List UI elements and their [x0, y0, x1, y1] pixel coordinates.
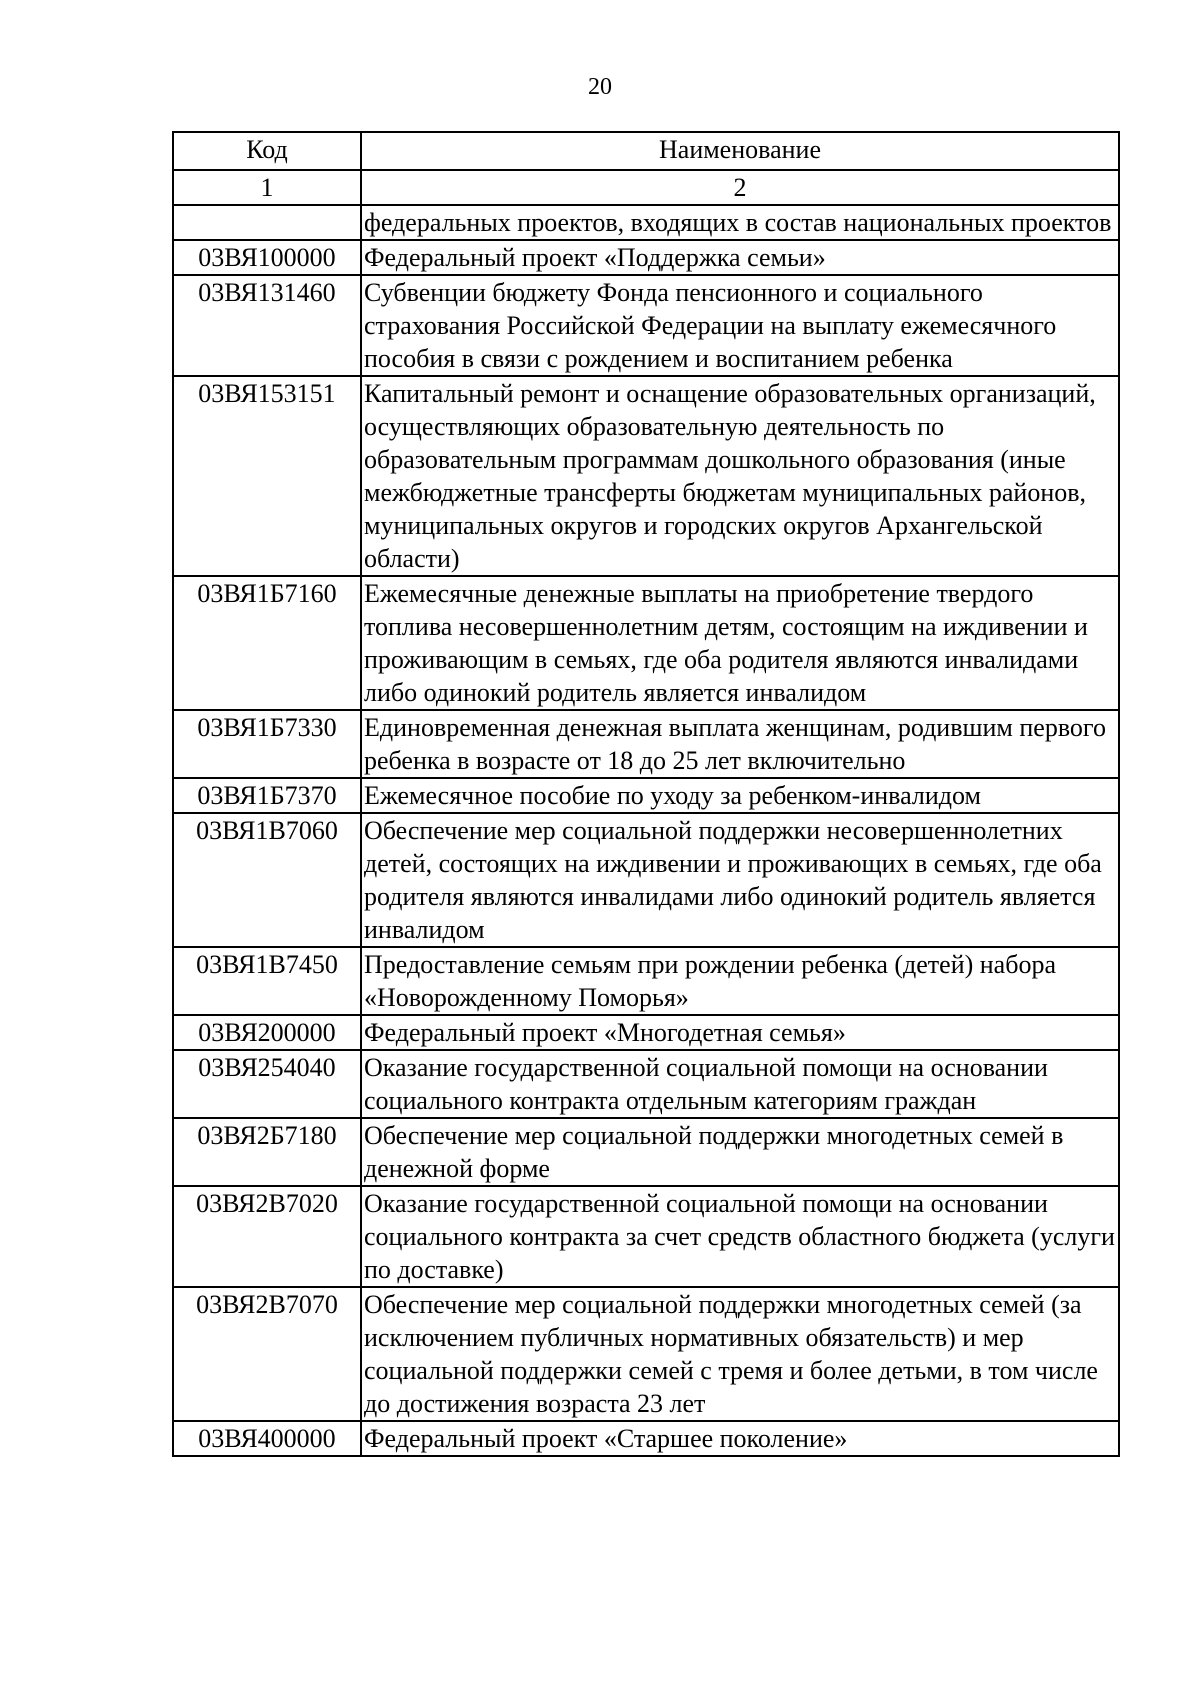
row-code: 03ВЯ131460 — [173, 275, 361, 376]
column-header-name: Наименование — [361, 132, 1119, 170]
row-name: Капитальный ремонт и оснащение образовательных организаций, осуществляющих образовательную деятельность по образовательным программам дошкольного образования (иные межбюджетные трансферты бюджетам муниципальных районов, муниципальных округов и городских округов Архангельской области) — [361, 376, 1119, 576]
row-code: 03ВЯ1В7450 — [173, 947, 361, 1015]
table-header-row — [173, 132, 1119, 170]
budget-codes-table — [172, 131, 1120, 1457]
row-code — [173, 205, 361, 240]
table-row — [173, 947, 1119, 1015]
row-name: Федеральный проект «Поддержка семьи» — [361, 240, 1119, 275]
row-code: 03ВЯ2Б7180 — [173, 1118, 361, 1186]
column-number-name: 2 — [361, 170, 1119, 205]
row-name: Оказание государственной социальной помощи на основании социального контракта отдельным категориям граждан — [361, 1050, 1119, 1118]
row-name: Предоставление семьям при рождении ребенка (детей) набора «Новорожденному Поморья» — [361, 947, 1119, 1015]
row-code: 03ВЯ1Б7160 — [173, 576, 361, 710]
column-header-code: Код — [173, 132, 361, 170]
row-code: 03ВЯ400000 — [173, 1421, 361, 1456]
table-column-numbers-row — [173, 170, 1119, 205]
row-code: 03ВЯ100000 — [173, 240, 361, 275]
row-name: Единовременная денежная выплата женщинам, родившим первого ребенка в возрасте от 18 до 25 лет включительно — [361, 710, 1119, 778]
column-number-code: 1 — [173, 170, 361, 205]
table-row — [173, 576, 1119, 710]
row-name: Оказание государственной социальной помощи на основании социального контракта за счет средств областного бюджета (услуги по доставке) — [361, 1186, 1119, 1287]
row-name: Ежемесячное пособие по уходу за ребенком-инвалидом — [361, 778, 1119, 813]
table-row — [173, 778, 1119, 813]
row-name: Обеспечение мер социальной поддержки многодетных семей в денежной форме — [361, 1118, 1119, 1186]
table-row — [173, 240, 1119, 275]
table-row — [173, 1186, 1119, 1287]
row-code: 03ВЯ153151 — [173, 376, 361, 576]
table-row — [173, 1287, 1119, 1421]
table-row — [173, 205, 1119, 240]
table-row — [173, 1118, 1119, 1186]
table-row — [173, 1015, 1119, 1050]
row-name: Ежемесячные денежные выплаты на приобретение твердого топлива несовершеннолетним детям, состоящим на иждивении и проживающим в семьях, где оба родителя являются инвалидами либо одинокий родитель является инвалидом — [361, 576, 1119, 710]
row-name: Обеспечение мер социальной поддержки многодетных семей (за исключением публичных нормативных обязательств) и мер социальной поддержки семей с тремя и более детьми, в том числе до достижения возраста 23 лет — [361, 1287, 1119, 1421]
row-name: Субвенции бюджету Фонда пенсионного и социального страхования Российской Федерации на выплату ежемесячного пособия в связи с рождением и воспитанием ребенка — [361, 275, 1119, 376]
row-code: 03ВЯ1В7060 — [173, 813, 361, 947]
row-code: 03ВЯ1Б7370 — [173, 778, 361, 813]
row-name: Обеспечение мер социальной поддержки несовершеннолетних детей, состоящих на иждивении и проживающих в семьях, где оба родителя являются инвалидами либо одинокий родитель является инвалидом — [361, 813, 1119, 947]
row-code: 03ВЯ200000 — [173, 1015, 361, 1050]
row-name: Федеральный проект «Многодетная семья» — [361, 1015, 1119, 1050]
table-row — [173, 813, 1119, 947]
row-code: 03ВЯ254040 — [173, 1050, 361, 1118]
row-code: 03ВЯ1Б7330 — [173, 710, 361, 778]
table-row — [173, 1050, 1119, 1118]
table-row — [173, 275, 1119, 376]
table-row — [173, 710, 1119, 778]
row-code: 03ВЯ2В7070 — [173, 1287, 361, 1421]
row-name: федеральных проектов, входящих в состав национальных проектов — [361, 205, 1119, 240]
table-row — [173, 376, 1119, 576]
page-number: 20 — [588, 74, 612, 100]
row-name: Федеральный проект «Старшее поколение» — [361, 1421, 1119, 1456]
table-row — [173, 1421, 1119, 1456]
row-code: 03ВЯ2В7020 — [173, 1186, 361, 1287]
